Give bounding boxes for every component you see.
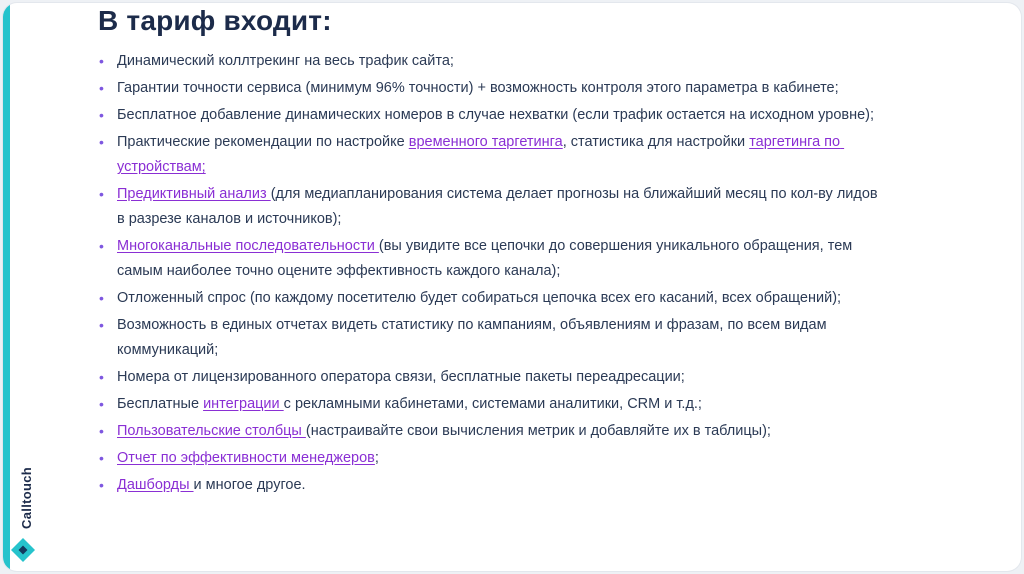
bullet-icon: • [99, 396, 104, 412]
text-segment: (вы увидите все цепочки до совершения уникального обращения, тем самым наиболее точно оцените эффективность каждого канала); [117, 238, 857, 279]
list-item [98, 419, 888, 444]
list-item [98, 313, 888, 363]
bullet-icon: • [99, 369, 104, 385]
tariff-feature-list [98, 49, 888, 500]
inline-link[interactable]: временного таргетинга [408, 134, 563, 150]
list-item [98, 182, 888, 232]
text-segment: Динамический коллтрекинг на весь трафик сайта; [117, 53, 454, 69]
bullet-icon: • [99, 186, 104, 202]
bullet-icon: • [99, 290, 104, 306]
text-segment: Практические рекомендации по настройке [117, 134, 409, 150]
text-segment: Отложенный спрос (по каждому посетителю будет собираться цепочка всех его касаний, всех обращений); [117, 290, 842, 306]
slide [3, 3, 1021, 571]
page-title: В тариф входит: [98, 5, 332, 36]
calltouch-logo-icon [10, 537, 36, 563]
text-segment: (настраивайте свои вычисления метрик и добавляйте их в таблицы); [305, 423, 771, 439]
list-item [98, 392, 888, 417]
text-segment: Гарантии точности сервиса (минимум 96% точности) + возможность контроля этого параметра в кабинете; [117, 80, 839, 96]
list-item [98, 365, 888, 390]
inline-link[interactable]: интеграции [203, 396, 284, 412]
bullet-icon: • [99, 450, 104, 466]
bullet-icon: • [99, 134, 104, 150]
text-segment: ; [374, 450, 379, 466]
inline-link[interactable]: Дашборды [117, 477, 194, 493]
text-segment: Возможность в единых отчетах видеть статистику по кампаниям, объявлениям и фразам, по всем видам коммуникаций; [117, 317, 831, 358]
bullet-icon: • [99, 107, 104, 123]
bullet-icon: • [99, 238, 104, 254]
list-item [98, 76, 888, 101]
text-segment: Бесплатные [117, 396, 204, 412]
brand-vertical-label: Calltouch [19, 467, 34, 529]
bullet-icon: • [99, 53, 104, 69]
text-segment: , статистика для настройки [562, 134, 750, 150]
inline-link[interactable]: Отчет по эффективности менеджеров [117, 450, 375, 466]
list-item [98, 234, 888, 284]
list-item [98, 130, 888, 180]
text-segment: Бесплатное добавление динамических номеров в случае нехватки (если трафик остается на исходном уровне); [117, 107, 875, 123]
text-segment: и многое другое. [193, 477, 306, 493]
list-item [98, 103, 888, 128]
left-accent-bar [3, 3, 10, 571]
inline-link[interactable]: Предиктивный анализ [117, 186, 271, 202]
text-segment: с рекламными кабинетами, системами аналитики, CRM и т.д.; [283, 396, 702, 412]
inline-link[interactable]: таргетинга по устройствам; [117, 134, 845, 175]
list-item [98, 446, 888, 471]
bullet-icon: • [99, 80, 104, 96]
text-segment: Номера от лицензированного оператора связи, бесплатные пакеты переадресации; [117, 369, 685, 385]
bullet-icon: • [99, 317, 104, 333]
list-item [98, 49, 888, 74]
list-item [98, 473, 888, 498]
list-item [98, 286, 888, 311]
text-segment: (для медиапланирования система делает прогнозы на ближайший месяц по кол-ву лидов в разрезе каналов и источников); [117, 186, 882, 227]
bullet-icon: • [99, 423, 104, 439]
inline-link[interactable]: Многоканальные последовательности [117, 238, 379, 254]
inline-link[interactable]: Пользовательские столбцы [117, 423, 306, 439]
bullet-icon: • [99, 477, 104, 493]
